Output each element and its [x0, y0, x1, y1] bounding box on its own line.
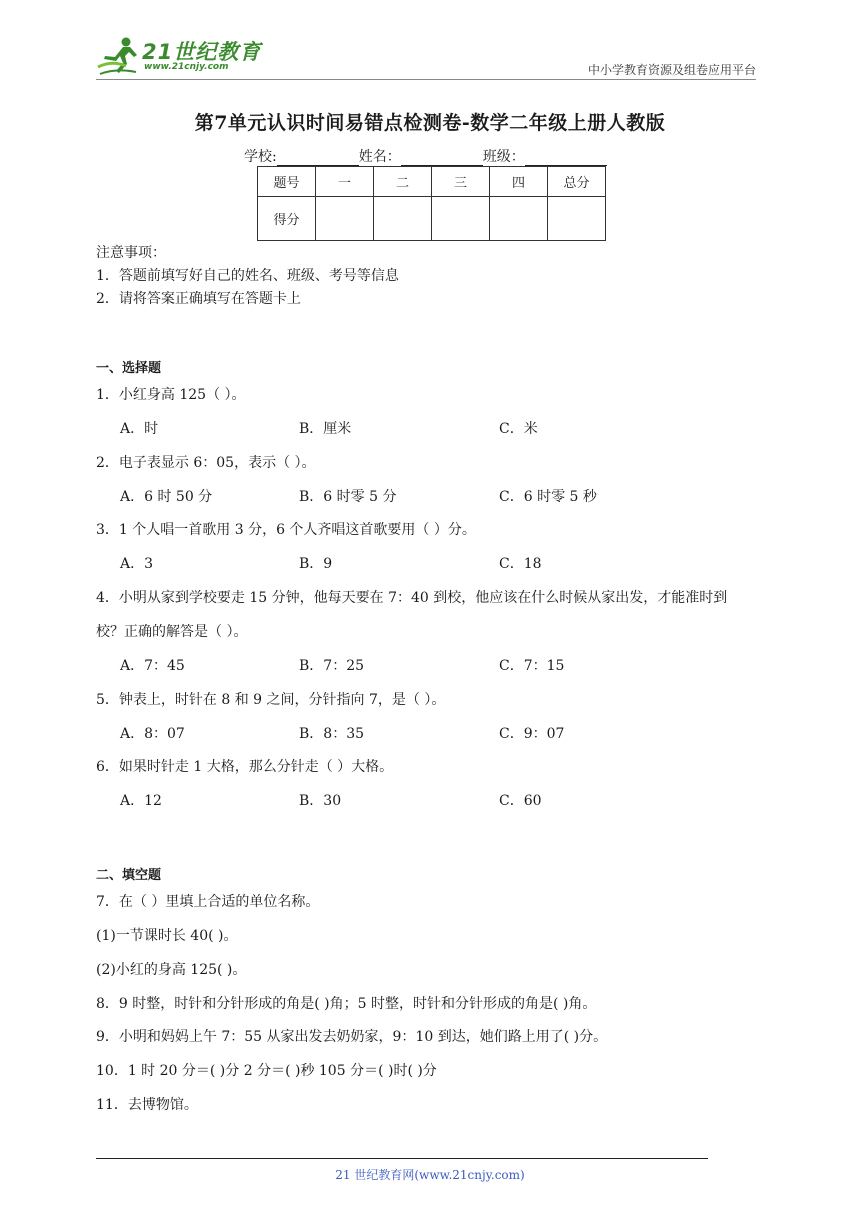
option-1c: C．米 — [499, 421, 538, 437]
option-3b: B．9 — [299, 556, 333, 572]
score-header-cell: 一 — [316, 167, 374, 197]
question-7-part1: (1)一节课时长 40( )。 — [96, 928, 238, 944]
note-item: 1．答题前填写好自己的姓名、班级、考号等信息 — [96, 268, 399, 284]
option-4b: B．7：25 — [299, 658, 365, 674]
score-cell — [432, 197, 490, 241]
option-4a: A．7：45 — [120, 658, 185, 674]
option-1b: B．厘米 — [299, 421, 352, 437]
score-header-cell: 题号 — [258, 167, 316, 197]
question-2: 2．电子表显示 6：05，表示（ ）。 — [96, 455, 316, 471]
question-8: 8．9 时整，时针和分针形成的角是( )角；5 时整，时针和分针形成的角是( )角。 — [96, 996, 597, 1012]
option-2a: A．6 时 50 分 — [120, 489, 213, 505]
score-table-header-row — [258, 167, 606, 197]
question-11: 11．去博物馆。 — [96, 1097, 198, 1113]
question-9: 9．小明和妈妈上午 7：55 从家出发去奶奶家，9：10 到达，她们路上用了( )分。 — [96, 1029, 608, 1045]
platform-name: 中小学教育资源及组卷应用平台 — [587, 63, 756, 77]
score-table — [257, 166, 606, 241]
logo-url: www.21cnjy.com — [144, 62, 229, 72]
footer-text: 21 世纪教育网(www.21cnjy.com) — [335, 1168, 525, 1182]
logo — [96, 36, 266, 78]
section1-heading: 一、选择题 — [96, 361, 162, 376]
option-3a: A．3 — [120, 556, 154, 572]
footer-divider — [96, 1158, 708, 1159]
school-blank — [277, 150, 359, 166]
question-7: 7．在（ ）里填上合适的单位名称。 — [96, 894, 320, 910]
score-header-cell: 三 — [432, 167, 490, 197]
option-5a: A．8：07 — [120, 726, 185, 742]
logo-title: 21世纪教育 — [142, 40, 262, 64]
option-5b: B．8：35 — [299, 726, 365, 742]
question-4: 4．小明从家到学校要走 15 分钟，他每天要在 7：40 到校，他应该在什么时候从家出发，才能准时到 — [96, 590, 728, 606]
option-4c: C．7：15 — [499, 658, 565, 674]
option-6a: A．12 — [120, 793, 162, 809]
option-5c: C．9：07 — [499, 726, 565, 742]
option-6b: B．30 — [299, 793, 342, 809]
score-cell — [490, 197, 548, 241]
question-5: 5．钟表上，时针在 8 和 9 之间，分针指向 7，是（ ）。 — [96, 692, 446, 708]
option-2b: B．6 时零 5 分 — [299, 489, 397, 505]
section2-heading: 二、填空题 — [96, 868, 162, 883]
school-label: 学校: — [244, 149, 277, 165]
header-divider — [96, 79, 756, 80]
question-4-continued: 校？正确的解答是（ ）。 — [96, 624, 248, 640]
score-table-score-row — [258, 197, 606, 241]
class-blank — [525, 150, 607, 166]
score-header-cell: 二 — [374, 167, 432, 197]
score-header-cell: 总分 — [548, 167, 606, 197]
option-6c: C．60 — [499, 793, 542, 809]
runner-logo-icon — [96, 36, 142, 78]
question-1: 1．小红身高 125（ ）。 — [96, 387, 246, 403]
score-cell — [374, 197, 432, 241]
note-item: 2．请将答案正确填写在答题卡上 — [96, 291, 301, 307]
document-title: 第7单元认识时间易错点检测卷-数学二年级上册人教版 — [194, 112, 666, 134]
option-3c: C．18 — [499, 556, 542, 572]
score-cell — [548, 197, 606, 241]
name-blank — [401, 150, 483, 166]
score-row-label: 得分 — [258, 197, 316, 241]
student-info-line — [244, 146, 607, 166]
score-header-cell: 四 — [490, 167, 548, 197]
name-label: 姓名： — [358, 149, 401, 165]
notes-heading: 注意事项： — [96, 245, 166, 261]
class-label: 班级： — [482, 149, 525, 165]
score-cell — [316, 197, 374, 241]
question-7-part2: (2)小红的身高 125( )。 — [96, 962, 247, 978]
question-10: 10．1 时 20 分＝( )分 2 分＝( )秒 105 分＝( )时( )分 — [96, 1063, 437, 1079]
option-2c: C．6 时零 5 秒 — [499, 489, 597, 505]
option-1a: A．时 — [120, 421, 159, 437]
question-3: 3．1 个人唱一首歌用 3 分，6 个人齐唱这首歌要用（ ）分。 — [96, 522, 476, 538]
question-6: 6．如果时针走 1 大格，那么分针走（ ）大格。 — [96, 759, 394, 775]
